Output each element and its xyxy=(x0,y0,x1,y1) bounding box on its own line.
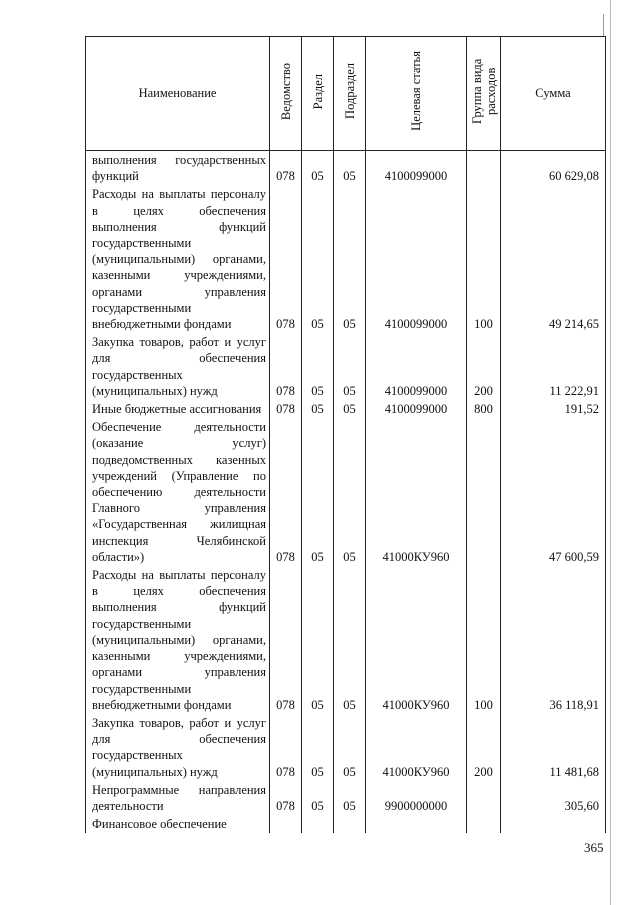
cell-amount: 60 629,08 xyxy=(501,151,606,186)
cell-expense-group: 800 xyxy=(467,400,501,418)
page-number: 365 xyxy=(584,840,604,855)
cell-department: 078 xyxy=(270,400,302,418)
table-row xyxy=(86,333,606,400)
cell-department: 078 xyxy=(270,714,302,781)
cell-expense-group: 200 xyxy=(467,333,501,400)
table-header xyxy=(86,37,606,151)
cell-target-article: 4100099000 xyxy=(366,333,467,400)
row-name-text: Обеспечение деятельности (оказание услуг) подведомственных казенных учреждений (Управление по обеспечению деятельности Главного управления «Государственная жилищная инспекция Челябинской области») xyxy=(92,420,266,564)
col-target-article-label: Целевая статья xyxy=(409,51,423,132)
cell-expense-group xyxy=(467,418,501,566)
cell-target-article: 4100099000 xyxy=(366,185,467,333)
cell-amount: 36 118,91 xyxy=(501,566,606,714)
table-row xyxy=(86,781,606,815)
cell-department xyxy=(270,815,302,833)
cell-expense-group xyxy=(467,151,501,186)
cell-department: 078 xyxy=(270,566,302,714)
cell-target-article: 4100099000 xyxy=(366,400,467,418)
col-amount-header xyxy=(501,37,606,151)
cell-amount: 49 214,65 xyxy=(501,185,606,333)
cell-subsection: 05 xyxy=(334,333,366,400)
cell-expense-group xyxy=(467,815,501,833)
col-section-label: Раздел xyxy=(310,73,325,110)
col-subsection-label: Подраздел xyxy=(342,63,357,120)
col-expense-group-header xyxy=(467,37,501,151)
row-name-text: Закупка товаров, работ и услуг для обеспечения государственных (муниципальных) нужд xyxy=(92,715,266,779)
col-name-label: Наименование xyxy=(138,86,217,101)
cell-subsection: 05 xyxy=(334,781,366,815)
table-row xyxy=(86,151,606,186)
cell-target-article: 41000КУ960 xyxy=(366,418,467,566)
cell-name xyxy=(86,566,270,714)
cell-target-article: 4100099000 xyxy=(366,151,467,186)
cell-section: 05 xyxy=(302,781,334,815)
col-amount-label: Сумма xyxy=(535,86,571,101)
cell-section: 05 xyxy=(302,333,334,400)
row-name-text: Расходы на выплаты персоналу в целях обеспечения выполнения функций государственными (муниципальными) органами, казенными учреждениями, органами управления государственными внебюджетными фондами xyxy=(92,187,266,332)
table-row xyxy=(86,400,606,418)
cell-name xyxy=(86,714,270,781)
cell-subsection: 05 xyxy=(334,566,366,714)
cell-name xyxy=(86,815,270,833)
col-name-header xyxy=(86,37,270,151)
cell-department: 078 xyxy=(270,333,302,400)
cell-expense-group xyxy=(467,781,501,815)
cell-section: 05 xyxy=(302,566,334,714)
cell-name xyxy=(86,418,270,566)
table-row xyxy=(86,185,606,333)
cell-target-article: 41000КУ960 xyxy=(366,714,467,781)
cell-name xyxy=(86,400,270,418)
cell-subsection: 05 xyxy=(334,400,366,418)
cell-section: 05 xyxy=(302,418,334,566)
cell-department: 078 xyxy=(270,781,302,815)
cell-name xyxy=(86,333,270,400)
row-name-text: Иные бюджетные ассигнования xyxy=(92,402,262,417)
cell-amount: 305,60 xyxy=(501,781,606,815)
col-section-header xyxy=(302,37,334,151)
cell-department: 078 xyxy=(270,418,302,566)
cell-target-article: 41000КУ960 xyxy=(366,566,467,714)
page-edge-line xyxy=(610,0,611,905)
table-body xyxy=(86,151,606,834)
cell-expense-group: 200 xyxy=(467,714,501,781)
cell-subsection xyxy=(334,815,366,833)
cell-name xyxy=(86,781,270,815)
cell-subsection: 05 xyxy=(334,185,366,333)
cell-amount: 47 600,59 xyxy=(501,418,606,566)
cell-expense-group: 100 xyxy=(467,566,501,714)
cell-expense-group: 100 xyxy=(467,185,501,333)
cell-department: 078 xyxy=(270,185,302,333)
table-row xyxy=(86,714,606,781)
cell-amount xyxy=(501,815,606,833)
row-name-text: Финансовое обеспечение xyxy=(92,817,227,832)
cell-amount: 11 222,91 xyxy=(501,333,606,400)
cell-subsection: 05 xyxy=(334,418,366,566)
col-expense-group-label: Группа вида расходов xyxy=(469,58,498,125)
col-department-label: Ведомство xyxy=(278,62,293,120)
cell-name xyxy=(86,151,270,186)
cell-section: 05 xyxy=(302,151,334,186)
row-name-text: Закупка товаров, работ и услуг для обеспечения государственных (муниципальных) нужд xyxy=(92,335,266,398)
col-target-article-header xyxy=(366,37,467,151)
cell-subsection: 05 xyxy=(334,714,366,781)
table-row xyxy=(86,815,606,833)
cell-target-article xyxy=(366,815,467,833)
cell-department: 078 xyxy=(270,151,302,186)
col-subsection-header xyxy=(334,37,366,151)
cell-amount: 191,52 xyxy=(501,400,606,418)
cell-section: 05 xyxy=(302,400,334,418)
table-row xyxy=(86,566,606,714)
row-name-text: Расходы на выплаты персоналу в целях обеспечения выполнения функций государственными (муниципальными) органами, казенными учреждениями, органами управления государственными внебюджетными фондами xyxy=(92,568,266,712)
cell-section: 05 xyxy=(302,185,334,333)
cell-section: 05 xyxy=(302,714,334,781)
col-department-header xyxy=(270,37,302,151)
cell-section xyxy=(302,815,334,833)
row-name-text: Непрограммные направления деятельности xyxy=(92,782,266,813)
row-name-text: выполнения государственных функций xyxy=(92,153,266,184)
cell-amount: 11 481,68 xyxy=(501,714,606,781)
table-row xyxy=(86,418,606,566)
page-edge-mark xyxy=(603,14,604,36)
cell-name xyxy=(86,185,270,333)
cell-target-article: 9900000000 xyxy=(366,781,467,815)
header-row xyxy=(86,37,606,151)
budget-table xyxy=(85,36,606,833)
cell-subsection: 05 xyxy=(334,151,366,186)
